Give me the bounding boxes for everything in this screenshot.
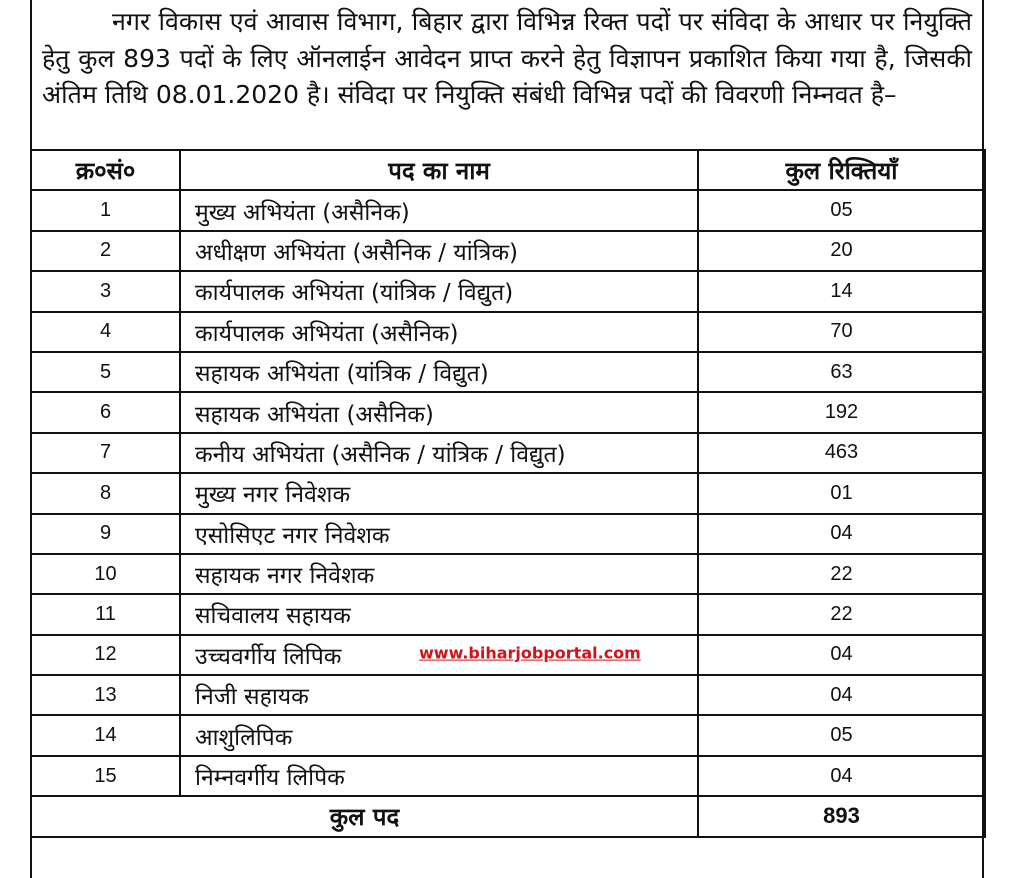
post-name-text: सहायक नगर निवेशक [195,563,375,590]
post-name [180,473,698,513]
serial-number: 6 [31,392,180,432]
vacancy-count: 04 [698,756,985,796]
post-name-text: आशुलिपिक [195,724,293,751]
header-post-name: पद का नाम [180,150,698,190]
table-row [31,594,985,634]
vacancy-count: 04 [698,635,985,675]
serial-number: 12 [31,635,180,675]
post-name [180,312,698,352]
serial-number: 8 [31,473,180,513]
table-header-row [31,150,985,190]
post-name [180,554,698,594]
table-row [31,433,985,473]
post-name [180,594,698,634]
table-row [31,352,985,392]
vacancy-table [30,149,986,838]
serial-number: 1 [31,190,180,230]
post-name-text: सहायक अभियंता (यांत्रिक / विद्युत) [195,361,489,388]
notice-page [30,0,984,878]
serial-number: 9 [31,514,180,554]
vacancy-count: 05 [698,715,985,755]
post-name-text: निम्नवर्गीय लिपिक [195,765,345,792]
serial-number: 3 [31,271,180,311]
serial-number: 7 [31,433,180,473]
post-name [180,635,698,675]
post-name [180,715,698,755]
total-value: 893 [698,796,985,836]
vacancy-count: 20 [698,231,985,271]
serial-number: 15 [31,756,180,796]
post-name [180,392,698,432]
vacancy-count: 70 [698,312,985,352]
post-name [180,433,698,473]
table-body [31,190,985,796]
post-name-text: मुख्य अभियंता (असैनिक) [195,199,410,226]
vacancy-count: 04 [698,514,985,554]
post-name-text: एसोसिएट नगर निवेशक [195,522,390,549]
post-name-text: सचिवालय सहायक [195,603,351,630]
table-row [31,473,985,513]
vacancy-count: 463 [698,433,985,473]
serial-number: 4 [31,312,180,352]
serial-number: 14 [31,715,180,755]
post-name-text: उच्चवर्गीय लिपिक [195,643,342,670]
total-row [31,796,985,836]
post-name [180,352,698,392]
post-name [180,675,698,715]
vacancy-count: 63 [698,352,985,392]
serial-number: 2 [31,231,180,271]
post-name-text: कार्यपालक अभियंता (यांत्रिक / विद्युत) [195,280,514,307]
post-name-text: मुख्य नगर निवेशक [195,482,351,509]
table-row [31,514,985,554]
post-name-text: अधीक्षण अभियंता (असैनिक / यांत्रिक) [195,239,518,266]
table-row [31,715,985,755]
table-row [31,312,985,352]
table-row [31,271,985,311]
vacancy-count: 14 [698,271,985,311]
post-name [180,190,698,230]
post-name-text: कार्यपालक अभियंता (असैनिक) [195,320,459,347]
header-vacancies: कुल रिक्तियाँ [698,150,985,190]
table-row [31,635,985,675]
serial-number: 13 [31,675,180,715]
vacancy-count: 22 [698,554,985,594]
table-row [31,392,985,432]
post-name [180,231,698,271]
intro-paragraph: नगर विकास एवं आवास विभाग, बिहार द्वारा विभिन्न रिक्त पदों पर संविदा के आधार पर नियुक्ति हेतु कुल 893 पदों के लिए ऑनलाईन आवेदन प्राप्त करने हेतु विज्ञापन प्रकाशित किया गया है, जिसकी अंतिम तिथि 08.01.2020 है। संविदा पर नियुक्ति संबंधी विभिन्न पदों की विवरणी निम्नवत है– [42,7,972,109]
table-row [31,554,985,594]
vacancy-count: 05 [698,190,985,230]
table-row [31,675,985,715]
vacancy-count: 192 [698,392,985,432]
post-name-text: सहायक अभियंता (असैनिक) [195,401,434,428]
table-row [31,231,985,271]
serial-number: 5 [31,352,180,392]
post-name [180,514,698,554]
serial-number: 10 [31,554,180,594]
post-name-text: कनीय अभियंता (असैनिक / यांत्रिक / विद्युत) [195,441,566,468]
total-label: कुल पद [31,796,698,836]
table-row [31,190,985,230]
vacancy-count: 22 [698,594,985,634]
post-name-text: निजी सहायक [195,684,309,711]
vacancy-count: 01 [698,473,985,513]
serial-number: 11 [31,594,180,634]
table-row [31,756,985,796]
header-serial: क्र०सं० [31,150,180,190]
post-name [180,756,698,796]
watermark-link[interactable]: www.biharjobportal.com [419,643,641,663]
vacancy-count: 04 [698,675,985,715]
post-name [180,271,698,311]
